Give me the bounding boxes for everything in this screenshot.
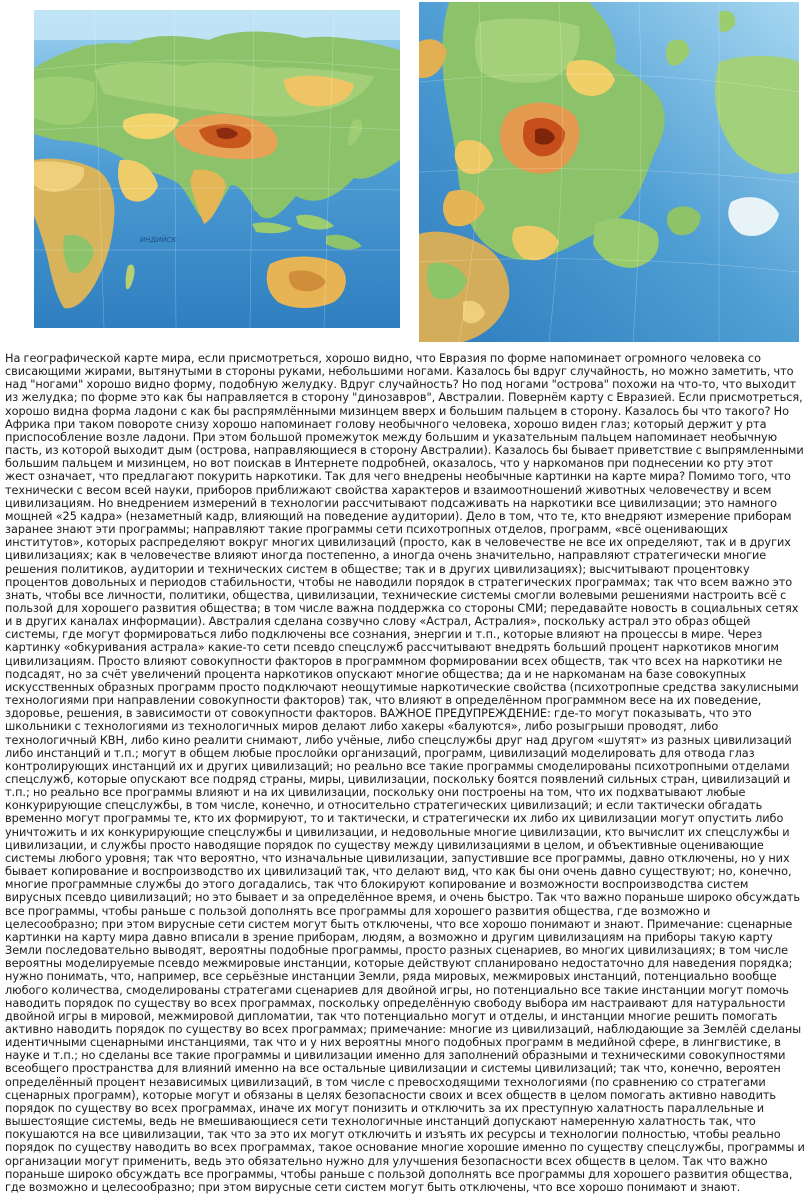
- map-left-drawing: [34, 10, 400, 328]
- ocean-label-indian: ИНДИЙСК: [140, 236, 177, 244]
- eurasia-rotated-map-right: [419, 2, 799, 342]
- maps-row: [0, 0, 812, 345]
- map-right-drawing: [419, 2, 799, 342]
- eurasia-physical-map-left: [34, 10, 400, 328]
- article-body-text: На географической карте мира, если присмотреться, хорошо видно, что Евразия по форме напоминает огромного человека со свисающими жирами, вытянутыми в стороны руками, небольшими ногами. Казалось бы вдруг случайность, но можно заметить, что над "ногами" хорошо видно форму, подобную желудку. Вдруг случайность? Но под ногами "острова" похожи на что-то, что выходит из желудка; по форме это как бы направляется в сторону "динозавров", Австралии. Повернём карту с Евразией. Если присмотреться, хорошо видна форма ладони с как бы распрямлёнными мизинцем вверх и большим пальцем в сторону. Казалось бы что такого? Но Африка при таком повороте снизу хорошо напоминает голову необычного человека, хорошо виден глаз; который держит у рта приспособление возле ладони. При этом большой промежуток между большим и указательным пальцем напоминает необычную пасть, из которой выходит дым (острова, направляющиеся в сторону Австралии). Казалось бы бывает приветствие с выпрямленными большим пальцем и мизинцем, но вот поискав в Интернете подробней, оказалось, что у наркоманов при поднесении ко рту этот жест означает, что предлагают покурить наркотики. Так для чего внедрены необычные картинки на карте мира? Помимо того, что технически с весом всей науки, приборов приближают свойства характеров и взаимоотношений животных человечеству и всем цивилизациям. Но внедрением измерений в технологии рассчитывают подсаживать на наркотики все цивилизации; это намного мощней «25 кадра» (незаметный кадр, влияющий на поведение аудитории). Дело в том, что те, кто внедряют измерение приборам заранее знают эти программы; направляют такие программы сети психотропных отделов, программ, «всё оценивающих институтов», которых распределяют вокруг многих цивилизаций (просто, как в человечестве не все их определяют, так и в других цивилизациях; как в человечестве влияют иногда постепенно, а иногда очень значительно, направляют стратегически многие решения политиков, аудитории и технических систем в обществе; так и в других цивилизациях); высчитывают процентовку процентов довольных и периодов стабильности, чтобы не наводили порядок в стратегических программах; так что всем важно это знать, чтобы все личности, политики, общества, цивилизации, технические системы смогли волевыми решениями настроить всё с пользой для хорошего развития общества; в том числе важна поддержка со стороны СМИ; передавайте новость в социальных сетях и в других каналах информации). Австралия сделана созвучно слову «Астрал, Астралия», поскольку астрал это образ общей системы, где могут формироваться либо подключены все сознания, энергии и т.п., которые влияют на процессы в мире. Через картинку «обкуривания астрала» какие-то сети псевдо спецслужб рассчитывают внедрять больший процент наркотиков многим цивилизациям. Просто влияют совокупности факторов в программном формировании всех обществ, так что всех на наркотики не подсадят, но за счёт увеличений процента наркотиков опускают многие общества; да и не наркоманам на базе совокупных искусственных образных программ просто подключают неощутимые наркотические свойства (психотропные средства закулисными технологиями при направлении совокупности факторов) так, что влияют в определённом программном весе на их поведение, здоровье, решения, в зависимости от совокупности факторов. ВАЖНОЕ ПРЕДУПРЕЖДЕНИЕ: где-то могут показывать, что это школьники с технологиями из технологичных миров делают либо хакеры «балуются», либо розыгрыши проводят, либо технологичный КВН, либо кино реалити снимают, либо учёные, либо спецслужбы друг над другом «шутят» из разных цивилизаций либо инстанций и т.п.; могут в общем любые прослойки организаций, программ, цивилизаций моделировать для отвода глаз контролирующих инстанций их и других цивилизаций; но реально все такие программы смоделированы психотропными отделами спецслужб, которые опускают все подряд страны, миры, цивилизации, поскольку боятся появлений сильных стран, цивилизаций и т.п.; но реально все программы влияют и на их цивилизации, поскольку они построены на том, что их подхватывают любые конкурирующие спецслужбы, в том числе, конечно, и относительно стратегических цивилизаций; и если тактически обгадать временно могут программы те, кто их формируют, то и тактически, и стратегически их либо их цивилизации могут опустить либо уничтожить и их конкурирующие спецслужбы и цивилизации, и недовольные многие цивилизации, кто вычислит их спецслужбы и цивилизации, и службы просто наводящие порядок по существу между цивилизациями в целом, и объективные оценивающие системы любого уровня; так что вероятно, что изначальные цивилизации, запустившие все программы, давно отключены, но у них бывает копирование и воспроизводство их цивилизаций так, что делают вид, что как бы они очень давно существуют; но, конечно, многие программные службы до этого догадались, так что блокируют копирование и возможности воспроизводства систем вирусных псевдо цивилизаций; но это бывает и за определённое время, и очень быстро. Так что важно пораньше широко обсуждать все программы, чтобы раньше с пользой дополнять все программы для хорошего развития общества, где возможно и целесообразно; при этом вирусные сети систем могут быть отключены, что все хорошо понимают и знают. Примечание: сценарные картинки на карту мира давно вписали в зрение приборам, людям, а возможно и другим цивилизациям на приборы такую карту Земли последовательно выводят, вероятны подобные программы, просто разных сценариев, во многих цивилизациях; в том числе вероятны моделируемые псевдо межмировые инстанции, которые действуют спланировано недостаточно для наведения порядка; нужно понимать, что, например, все серьёзные инстанции Земли, ряда мировых, межмировых инстанций, потенциально вообще любого количества, смоделированы стратегами сценариев для двойной игры, но потенциально все такие инстанции могут помочь наводить порядок по существу во всех программах, поскольку определённую свободу выбора им настраивают для натуральности двойной игры в мировой, межмировой дипломатии, так что потенциально могут и отделы, и инстанции многие решить помогать активно наводить порядок по существу во всех программах; примечание: многие из цивилизаций, наблюдающие за Землёй сделаны идентичными сценарными инстанциями, так что и у них вероятны много подобных программ в медийной сфере, в лингвистике, в науке и т.п.; но сделаны все такие программы и цивилизации именно для заполнений образными и техническими совокупностями всеобщего пространства для влияний именно на все остальные цивилизации и системы цивилизаций; так что, конечно, вероятен определённый процент независимых цивилизаций, в том числе с превосходящими технологиями (по сравнению со стратегами сценарных программ), которые могут и обязаны в целях безопасности своих и всех обществ в целом помогать активно наводить порядок по существу во всех программах, иначе их могут понизить и отключить за их преступную халатность параллельные и вышестоящие системы, ведь не вмешивающиеся сети технологичные инстанций допускают намеренную халатность так, что покушаются на все цивилизации, так что за это их могут отключить и изъять их ресурсы и технологии полностью, чтобы реально порядок по существу наводить во всех программах, такое основание многие хорошие именно по существу спецслужбы, программы и организации могут применить, ведь это обязательно нужно для улучшения безопасности всех обществ в целом. Так что важно пораньше широко обсуждать все программы, чтобы раньше с пользой дополнять все программы для хорошего развития общества, где возможно и целесообразно; при этом вирусные сети систем могут быть отключены, что все хорошо понимают и знают.: [5, 352, 805, 1194]
